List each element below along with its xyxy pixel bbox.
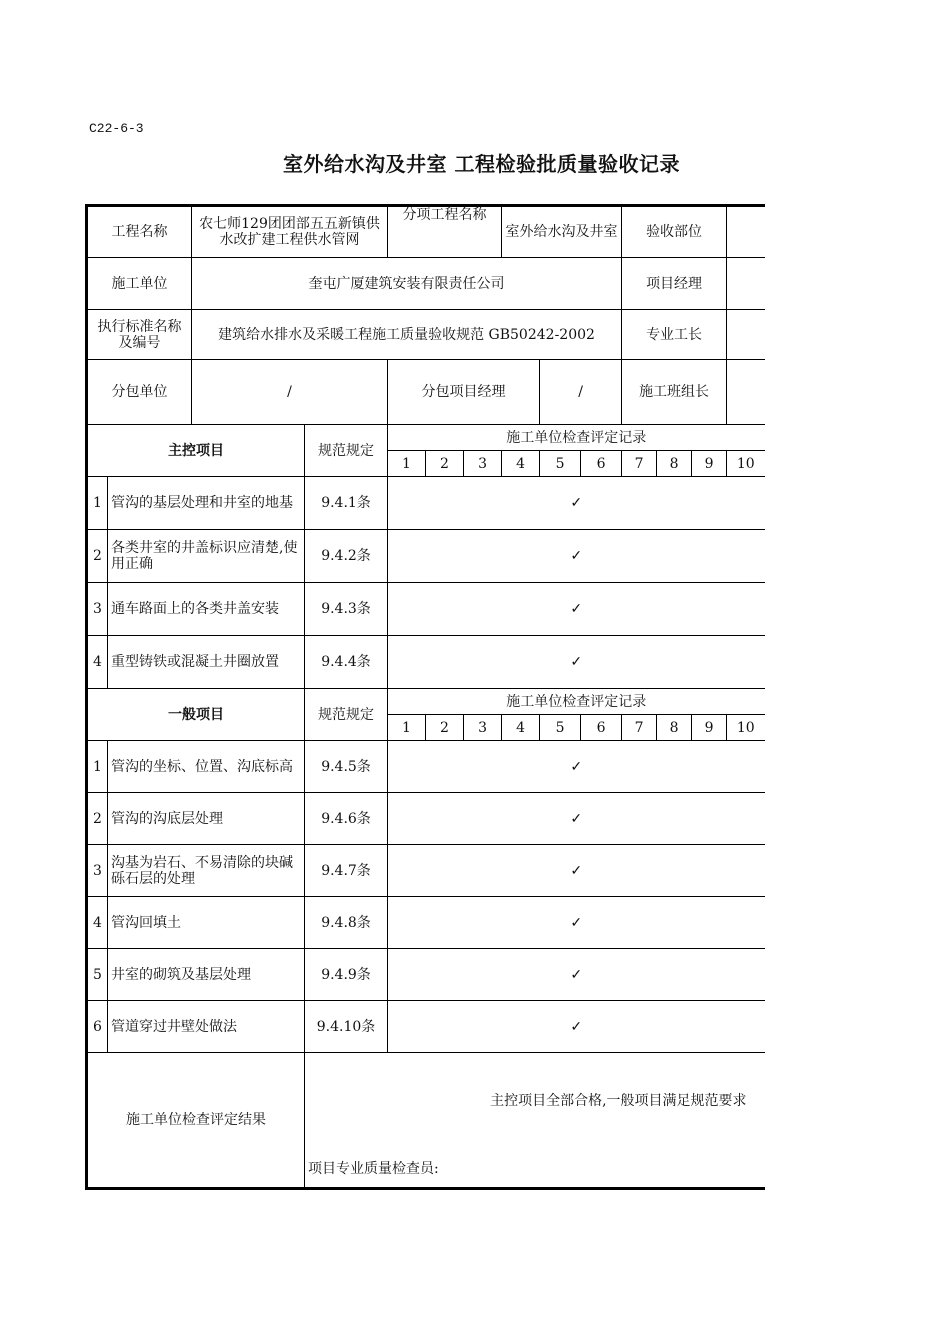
- item-result-check: ✓: [388, 897, 765, 949]
- result-text: 主控项目全部合格,一般项目满足规范要求: [490, 1093, 747, 1109]
- sub-manager-label: 分包项目经理: [388, 360, 540, 425]
- general-item-row: [87, 793, 765, 845]
- item-result-check: ✓: [388, 949, 765, 1001]
- item-description: 管沟的沟底层处理: [108, 793, 305, 845]
- foreman-value: [727, 310, 765, 360]
- item-result-check: ✓: [388, 845, 765, 897]
- main-column-number: 7: [622, 451, 657, 477]
- general-item-row: [87, 845, 765, 897]
- item-spec: 9.4.6条: [305, 793, 388, 845]
- subcontractor-value: /: [192, 360, 388, 425]
- item-result-check: ✓: [388, 741, 765, 793]
- acceptance-part-value: [727, 206, 765, 258]
- general-column-number: 8: [657, 715, 692, 741]
- inspection-form-table: [85, 204, 765, 1190]
- item-description: 管道穿过井壁处做法: [108, 1001, 305, 1053]
- acceptance-part-label: 验收部位: [622, 206, 727, 258]
- document-code: C22-6-3: [89, 121, 144, 136]
- main-column-number: 5: [540, 451, 581, 477]
- item-spec: 9.4.7条: [305, 845, 388, 897]
- main-column-number: 10: [727, 451, 765, 477]
- item-description: 沟基为岩石、不易清除的块碱砾石层的处理: [108, 845, 305, 897]
- sub-project-label: 分项工程名称: [388, 206, 502, 258]
- main-column-number: 6: [581, 451, 622, 477]
- general-spec-label: 规范规定: [305, 689, 388, 741]
- result-area: [305, 1053, 765, 1189]
- general-column-number: 5: [540, 715, 581, 741]
- general-column-number: 1: [388, 715, 426, 741]
- result-label: 施工单位检查评定结果: [87, 1053, 305, 1189]
- item-spec: 9.4.1条: [305, 477, 388, 530]
- item-number: 6: [87, 1001, 108, 1053]
- item-result-check: ✓: [388, 636, 765, 689]
- main-item-row: [87, 477, 765, 530]
- item-description: 通车路面上的各类井盖安装: [108, 583, 305, 636]
- item-spec: 9.4.10条: [305, 1001, 388, 1053]
- main-column-number: 2: [426, 451, 464, 477]
- item-number: 4: [87, 897, 108, 949]
- general-column-number: 3: [464, 715, 502, 741]
- project-manager-value: [727, 258, 765, 310]
- item-number: 2: [87, 793, 108, 845]
- item-spec: 9.4.4条: [305, 636, 388, 689]
- item-spec: 9.4.2条: [305, 530, 388, 583]
- item-number: 2: [87, 530, 108, 583]
- subcontractor-label: 分包单位: [87, 360, 192, 425]
- item-number: 1: [87, 477, 108, 530]
- item-number: 5: [87, 949, 108, 1001]
- general-column-number: 7: [622, 715, 657, 741]
- general-column-number: 6: [581, 715, 622, 741]
- standard-value: 建筑给水排水及采暖工程施工质量验收规范 GB50242-2002: [192, 310, 622, 360]
- foreman-label: 专业工长: [622, 310, 727, 360]
- general-item-row: [87, 1001, 765, 1053]
- item-description: 井室的砌筑及基层处理: [108, 949, 305, 1001]
- item-result-check: ✓: [388, 530, 765, 583]
- team-leader-value: [727, 360, 765, 425]
- main-item-row: [87, 636, 765, 689]
- main-column-number: 8: [657, 451, 692, 477]
- main-column-number: 3: [464, 451, 502, 477]
- main-column-number: 1: [388, 451, 426, 477]
- document-title: 室外给水沟及井室 工程检验批质量验收记录: [283, 152, 680, 176]
- item-result-check: ✓: [388, 793, 765, 845]
- item-description: 重型铸铁或混凝土井圈放置: [108, 636, 305, 689]
- sub-manager-value: /: [540, 360, 622, 425]
- standard-label: 执行标准名称及编号: [87, 310, 192, 360]
- sub-project-value: 室外给水沟及井室: [502, 206, 622, 258]
- general-item-row: [87, 949, 765, 1001]
- general-item-row: [87, 741, 765, 793]
- project-name-value: 农七师129团团部五五新镇供水改扩建工程供水管网: [192, 206, 388, 258]
- main-item-row: [87, 530, 765, 583]
- item-number: 3: [87, 583, 108, 636]
- project-name-label: 工程名称: [87, 206, 192, 258]
- general-column-number: 2: [426, 715, 464, 741]
- item-description: 各类井室的井盖标识应清楚,使用正确: [108, 530, 305, 583]
- main-column-number: 9: [692, 451, 727, 477]
- item-number: 4: [87, 636, 108, 689]
- item-spec: 9.4.8条: [305, 897, 388, 949]
- general-column-number: 4: [502, 715, 540, 741]
- contractor-value: 奎屯广厦建筑安装有限责任公司: [192, 258, 622, 310]
- item-number: 1: [87, 741, 108, 793]
- contractor-label: 施工单位: [87, 258, 192, 310]
- general-section-title: 一般项目: [87, 689, 305, 741]
- item-result-check: ✓: [388, 583, 765, 636]
- main-spec-label: 规范规定: [305, 425, 388, 477]
- main-record-label: 施工单位检查评定记录: [388, 425, 765, 451]
- inspector-label: 项目专业质量检查员:: [308, 1161, 439, 1177]
- project-manager-label: 项目经理: [622, 258, 727, 310]
- item-spec: 9.4.5条: [305, 741, 388, 793]
- main-item-row: [87, 583, 765, 636]
- general-column-number: 9: [692, 715, 727, 741]
- item-result-check: ✓: [388, 477, 765, 530]
- item-description: 管沟的基层处理和井室的地基: [108, 477, 305, 530]
- general-item-row: [87, 897, 765, 949]
- item-spec: 9.4.9条: [305, 949, 388, 1001]
- item-number: 3: [87, 845, 108, 897]
- general-column-number: 10: [727, 715, 765, 741]
- item-result-check: ✓: [388, 1001, 765, 1053]
- general-record-label: 施工单位检查评定记录: [388, 689, 765, 715]
- item-description: 管沟回填土: [108, 897, 305, 949]
- item-description: 管沟的坐标、位置、沟底标高: [108, 741, 305, 793]
- main-column-number: 4: [502, 451, 540, 477]
- main-section-title: 主控项目: [87, 425, 305, 477]
- item-spec: 9.4.3条: [305, 583, 388, 636]
- team-leader-label: 施工班组长: [622, 360, 727, 425]
